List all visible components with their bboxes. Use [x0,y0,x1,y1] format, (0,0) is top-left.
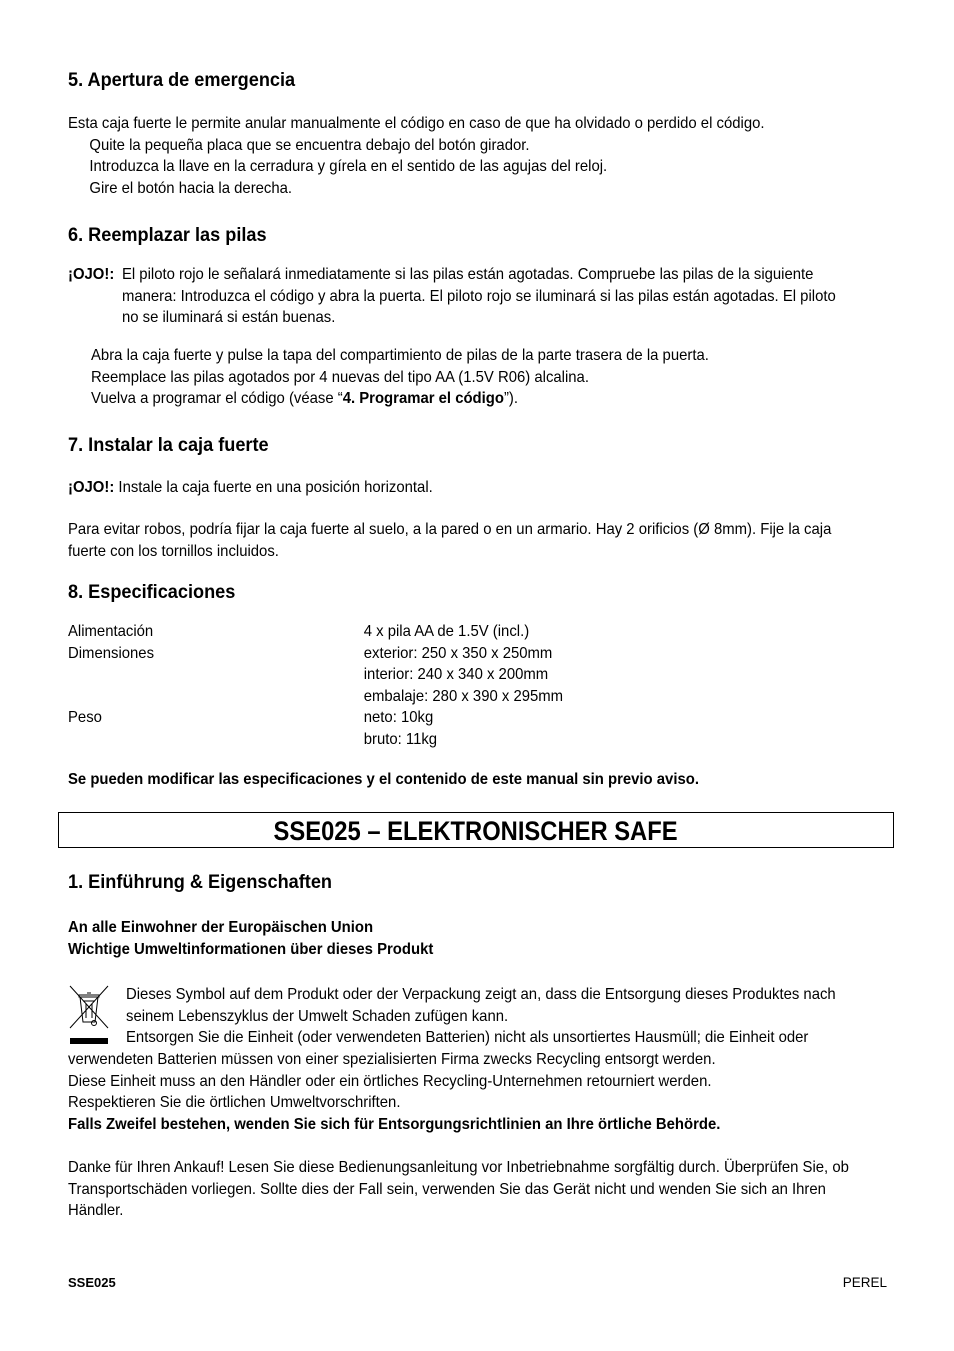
spec-row [68,707,563,729]
spec-value: embalaje: 280 x 390 x 295mm [363,687,564,705]
text-line: Dieses Symbol auf dem Produkt oder der Verpackung zeigt an, dass die Entsorgung dieses Produktes nach [126,986,836,1003]
specs-notice: Se pueden modificar las especificaciones y el contenido de este manual sin previo aviso. [68,771,699,788]
crossed-out-wheelie-bin-icon [68,984,110,1046]
spec-label [68,729,364,751]
spec-value: exterior: 250 x 350 x 250mm [363,644,553,662]
spec-row [68,643,563,665]
text-line: Transportschäden vorliegen. Sollte dies der Fall sein, verwenden Sie das Gerät nicht und wenden Sie sich an Ihren [68,1180,826,1198]
section-8-heading: 8. Especificaciones [68,581,236,603]
section-5-step: Gire el botón hacia la derecha. [89,179,293,197]
text-line: Danke für Ihren Ankauf! Lesen Sie diese Bedienungsanleitung vor Inbetriebnahme sorgfältig durch. Überprüfen Sie, ob [68,1159,849,1176]
footer-model: SSE025 [68,1275,116,1290]
spec-label: Alimentación [68,623,154,640]
text-line: verwendeten Batterien müssen von einer spezialisierten Firma zwecks Recycling entsorgt werden. [68,1051,716,1068]
footer-brand: PEREL [842,1275,887,1290]
warning-text: Instale la caja fuerte en una posición horizontal. [114,479,433,496]
section-6-heading: 6. Reemplazar las pilas [68,224,267,246]
warning-line: no se iluminará si están buenas. [121,309,336,326]
spec-label: Peso [68,709,102,726]
thanks-paragraph [68,1157,849,1222]
paragraph-line: fuerte con los tornillos incluidos. [68,542,279,560]
section-7-heading: 7. Instalar la caja fuerte [68,434,269,456]
spec-value: 4 x pila AA de 1.5V (incl.) [363,623,530,640]
eu-heading-line: Wichtige Umweltinformationen über dieses Produkt [68,940,434,958]
spec-label [68,686,364,708]
spec-label [68,664,364,686]
section-7-paragraph [68,519,831,562]
spec-value: interior: 240 x 340 x 200mm [363,666,549,683]
text-line: Respektieren Sie die örtlichen Umweltvorschriften. [68,1094,401,1111]
text-line: Händler. [68,1202,124,1219]
section-5-body [68,113,765,199]
weee-indented-text [126,984,836,1049]
warning-line: El piloto rojo le señalará inmediatamente si las pilas están agotadas. Compruebe las pilas de la siguiente [121,266,814,283]
spec-row [68,686,563,708]
section-6-step: Abra la caja fuerte y pulse la tapa del compartimiento de pilas de la parte trasera de la puerta. [91,347,709,364]
spec-value: bruto: 11kg [363,730,438,748]
spec-row [68,664,563,686]
spec-value: neto: 10kg [363,709,434,726]
section-5-step: Quite la pequeña placa que se encuentra debajo del botón girador. [89,136,530,154]
section-6-step: Reemplace las pilas agotados por 4 nuevas del tipo AA (1.5V R06) alcalina. [91,368,589,386]
spec-row [68,729,563,751]
text-line: Diese Einheit muss an den Händler oder ein örtliches Recycling-Unternehmen retourniert werden. [68,1072,712,1090]
bold-notice: Falls Zweifel bestehen, wenden Sie sich für Entsorgungsrichtlinien an Ihre örtliche Behörde. [68,1115,721,1133]
warning-label: ¡OJO!: [68,479,115,496]
warning-label: ¡OJO!: [68,266,115,283]
spec-label: Dimensiones [68,644,155,662]
section-5-intro: Esta caja fuerte le permite anular manualmente el código en caso de que ha olvidado o perdido el código. [68,115,765,132]
section-5-step: Introduzca la llave en la cerradura y gírela en el sentido de las agujas del reloj. [89,158,608,175]
section-6-step: Vuelva a programar el código (véase “4. Programar el código”). [91,390,519,407]
weee-text [68,1049,720,1135]
cross-reference: 4. Programar el código [342,390,504,407]
eu-heading-line: An alle Einwohner der Europäischen Union [68,919,374,936]
section-5-heading: 5. Apertura de emergencia [68,69,296,91]
spec-row [68,621,563,643]
text-line: Entsorgen Sie die Einheit (oder verwendeten Batterien) nicht als unsortiertes Hausmüll; die Einheit oder [126,1029,809,1046]
paragraph-line: Para evitar robos, podría fijar la caja fuerte al suelo, a la pared o en un armario. Hay 2 orificios (Ø 8mm). Fije la caja [68,521,832,538]
banner-title: SSE025 – ELEKTRONISCHER SAFE [273,816,679,846]
warning-line: manera: Introduzca el código y abra la puerta. El piloto rojo se iluminará si las pilas están agotadas. El piloto [121,287,836,305]
section-6-steps [91,345,709,410]
eu-heading [68,917,433,960]
text-line: seinem Lebenszyklus der Umwelt Schaden zufügen kann. [126,1007,509,1025]
section-banner [58,812,894,848]
spec-table [68,621,563,750]
section-7-warning [68,477,433,499]
de-section-1-heading: 1. Einführung & Eigenschaften [68,871,332,893]
